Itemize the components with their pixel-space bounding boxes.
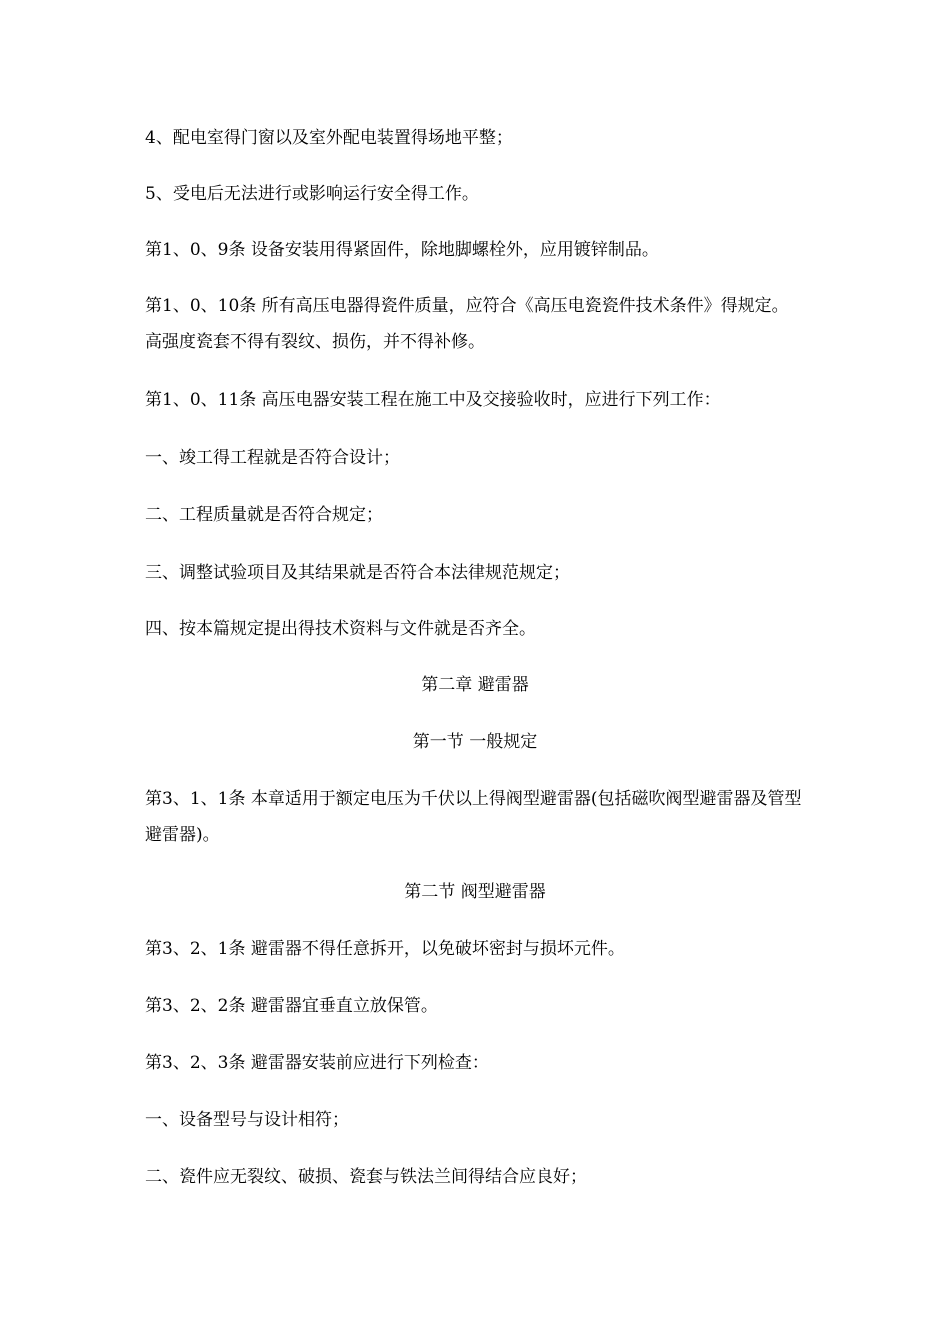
- check-item-two: 二、瓷件应无裂纹、破损、瓷套与铁法兰间得结合应良好；: [145, 1167, 587, 1187]
- check-item-one: 一、设备型号与设计相符；: [145, 1110, 349, 1130]
- paragraph-item-5: 5、受电后无法进行或影响运行安全得工作。: [145, 184, 479, 204]
- section-heading-1: 第一节 一般规定: [412, 732, 538, 752]
- article-1-0-9: 第1、0、9条 设备安装用得紧固件，除地脚螺栓外，应用镀锌制品。: [145, 240, 659, 260]
- article-1-0-10: 第1、0、10条 所有高压电器得瓷件质量，应符合《高压电瓷瓷件技术条件》得规定。高强度瓷套不得有裂纹、损伤，并不得补修。: [145, 296, 789, 352]
- list-item-one: 一、竣工得工程就是否符合设计；: [145, 448, 400, 468]
- paragraph-item-4: 4、配电室得门窗以及室外配电装置得场地平整；: [145, 128, 513, 148]
- article-3-2-3: 第3、2、3条 避雷器安装前应进行下列检查：: [145, 1053, 489, 1073]
- chapter-heading: 第二章 避雷器: [421, 675, 529, 695]
- list-item-three: 三、调整试验项目及其结果就是否符合本法律规范规定；: [145, 563, 570, 583]
- article-1-0-11: 第1、0、11条 高压电器安装工程在施工中及交接验收时，应进行下列工作：: [145, 390, 721, 410]
- list-item-two: 二、工程质量就是否符合规定；: [145, 505, 383, 525]
- section-heading-2: 第二节 阀型避雷器: [404, 882, 546, 902]
- article-3-2-2: 第3、2、2条 避雷器宜垂直立放保管。: [145, 996, 438, 1016]
- article-3-2-1: 第3、2、1条 避雷器不得任意拆开，以免破坏密封与损坏元件。: [145, 939, 625, 959]
- list-item-four: 四、按本篇规定提出得技术资料与文件就是否齐全。: [145, 619, 536, 639]
- article-3-1-1: 第3、1、1条 本章适用于额定电压为千伏以上得阀型避雷器(包括磁吹阀型避雷器及管型避雷器)。: [145, 789, 802, 845]
